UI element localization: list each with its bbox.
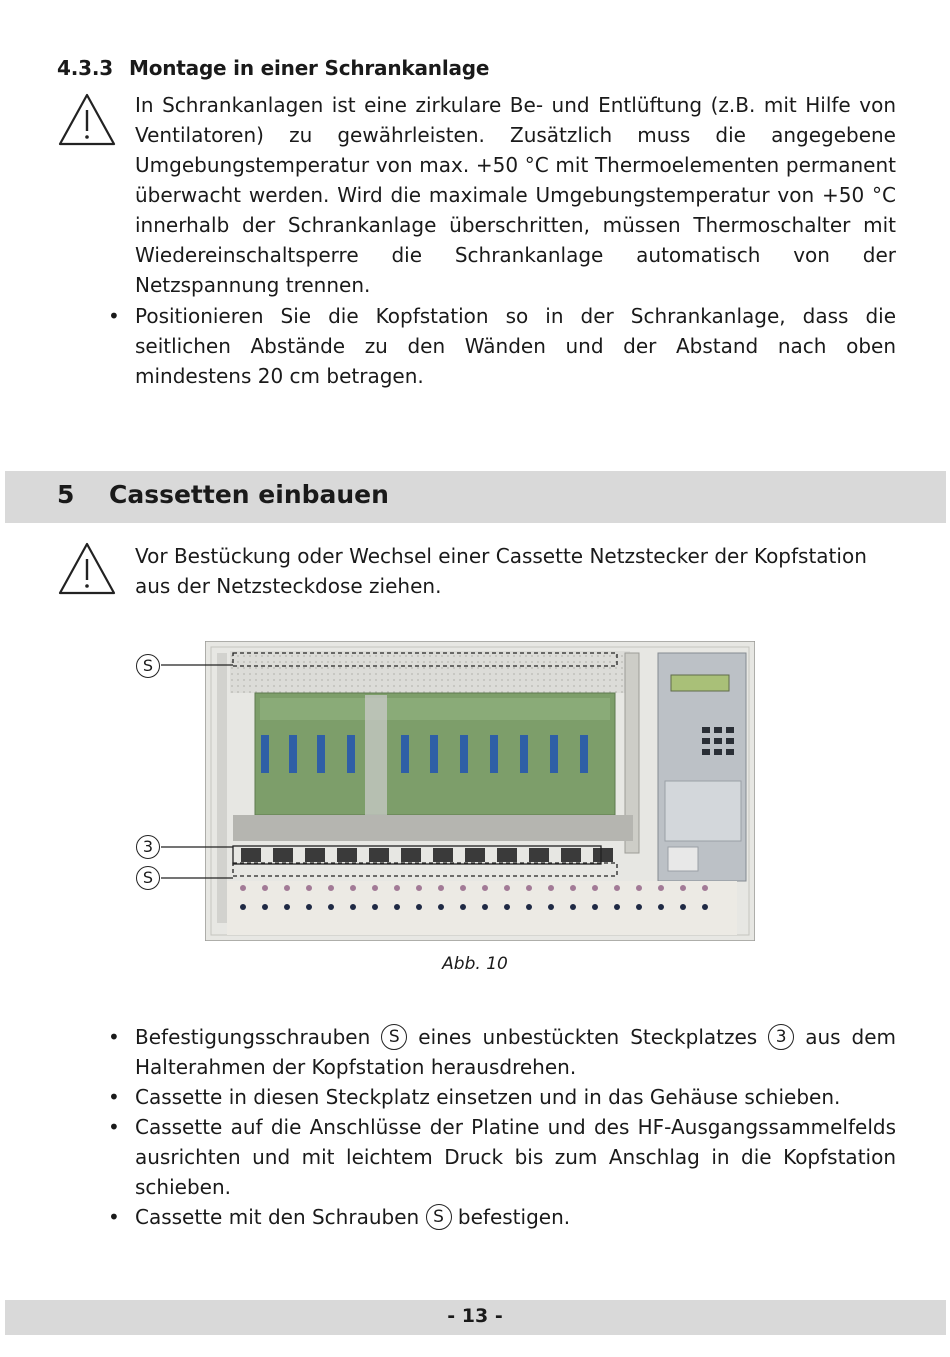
headend-station-photo (205, 641, 755, 941)
screw-reference-badge: S (381, 1024, 407, 1050)
step-text: Cassette auf die Anschlüsse der Platine und des HF-Ausgangssammelfelds ausrichten und mit leichtem Druck bis zum Anschlag in die Kopfstation schieben. (135, 1115, 896, 1199)
list-item (108, 1202, 896, 1232)
step-text: Cassette mit den Schrauben (135, 1205, 420, 1229)
callout-screw-bottom: S (136, 866, 160, 890)
step-text: Befestigungsschrauben (135, 1025, 371, 1049)
slot-reference-badge: 3 (768, 1024, 794, 1050)
figure-caption: Abb. 10 (442, 954, 508, 974)
step-text: eines unbestückten Steckplatzes (418, 1025, 758, 1049)
list-item (108, 1112, 896, 1202)
callout-screw-top: S (136, 654, 160, 678)
callout-leader-lines (158, 655, 238, 895)
section-title: Cassetten einbauen (109, 480, 389, 509)
section-number: 5 (57, 480, 75, 509)
warning-paragraph-ventilation: In Schrankanlagen ist eine zirkulare Be- und Entlüftung (z.B. mit Hilfe von Ventilatoren) zu gewährleisten. Zusätzlich muss die angegebene Umgebungstemperatur von max. +50 °C mit Thermoelementen permanent überwacht werden. Wird die maximale Umgebungstemperatur von +50 °C innerhalb der Schrankanlage überschritten, müssen Thermoschalter mit Wiedereinschaltsperre die Schrankanlage automatisch von der Netzspannung trennen. (135, 93, 896, 297)
warning-paragraph-power: Vor Bestückung oder Wechsel einer Cassette Netzstecker der Kopfstation aus der Netzsteckdose ziehen. (135, 544, 867, 598)
list-item (108, 1082, 896, 1112)
step-text: Cassette in diesen Steckplatz einsetzen und in das Gehäuse schieben. (135, 1085, 841, 1109)
screw-reference-badge: S (426, 1204, 452, 1230)
installation-steps-list (108, 1022, 896, 1232)
callout-slot: 3 (136, 835, 160, 859)
subsection-number: 4.3.3 (57, 56, 113, 80)
warning-icon (57, 541, 117, 597)
step-text: befestigen. (457, 1205, 571, 1229)
subsection-heading (57, 56, 489, 80)
step-text: aus dem Halterahmen der Kopfstation herausdrehen. (135, 1025, 897, 1079)
page-number: - 13 - (447, 1305, 503, 1327)
list-item: • Positionieren Sie die Kopfstation so in der Schrankanlage, dass die seitlichen Abstände zu den Wänden und der Abstand nach oben mindestens 20 cm betragen. (108, 301, 896, 391)
warning-icon (57, 92, 117, 148)
positioning-bullet-list (108, 301, 896, 391)
subsection-title: Montage in einer Schrankanlage (129, 56, 490, 80)
list-item (108, 1022, 896, 1082)
section-heading (57, 480, 389, 509)
